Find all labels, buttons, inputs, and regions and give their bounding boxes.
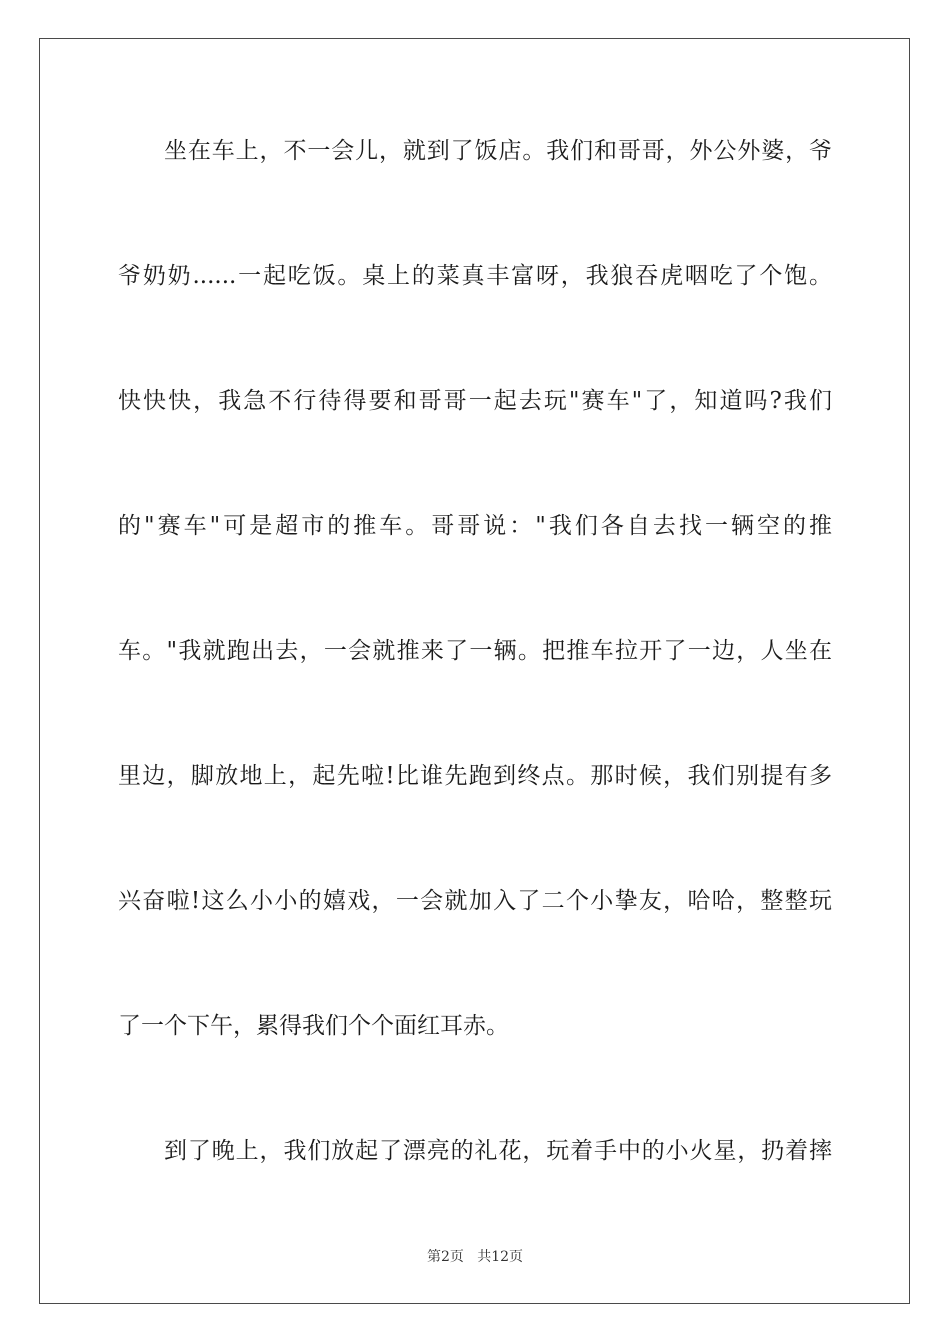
- page-number: 第2页 共12页: [426, 1249, 524, 1265]
- paragraph-line: 快快快，我急不行待得要和哥哥一起去玩"赛车"了，知道吗?我们: [118, 388, 832, 414]
- paragraph-line-last: 了一个下午，累得我们个个面红耳赤。: [118, 1013, 509, 1039]
- paragraph-line: 到了晚上，我们放起了漂亮的礼花，玩着手中的小火星，扔着摔: [164, 1138, 832, 1164]
- paragraph-line: 车。"我就跑出去，一会就推来了一辆。把推车拉开了一边，人坐在: [118, 638, 832, 664]
- paragraph-line: 爷奶奶......一起吃饭。桌上的菜真丰富呀，我狼吞虎咽吃了个饱。: [118, 263, 832, 289]
- paragraph-line: 兴奋啦!这么小小的嬉戏，一会就加入了二个小挚友，哈哈，整整玩: [118, 888, 832, 914]
- page-border: [39, 38, 910, 1304]
- paragraph-line: 的"赛车"可是超市的推车。哥哥说："我们各自去找一辆空的推: [118, 513, 832, 539]
- paragraph-line: 坐在车上，不一会儿，就到了饭店。我们和哥哥，外公外婆，爷: [164, 138, 832, 164]
- paragraph-line: 里边，脚放地上，起先啦!比谁先跑到终点。那时候，我们别提有多: [118, 763, 832, 789]
